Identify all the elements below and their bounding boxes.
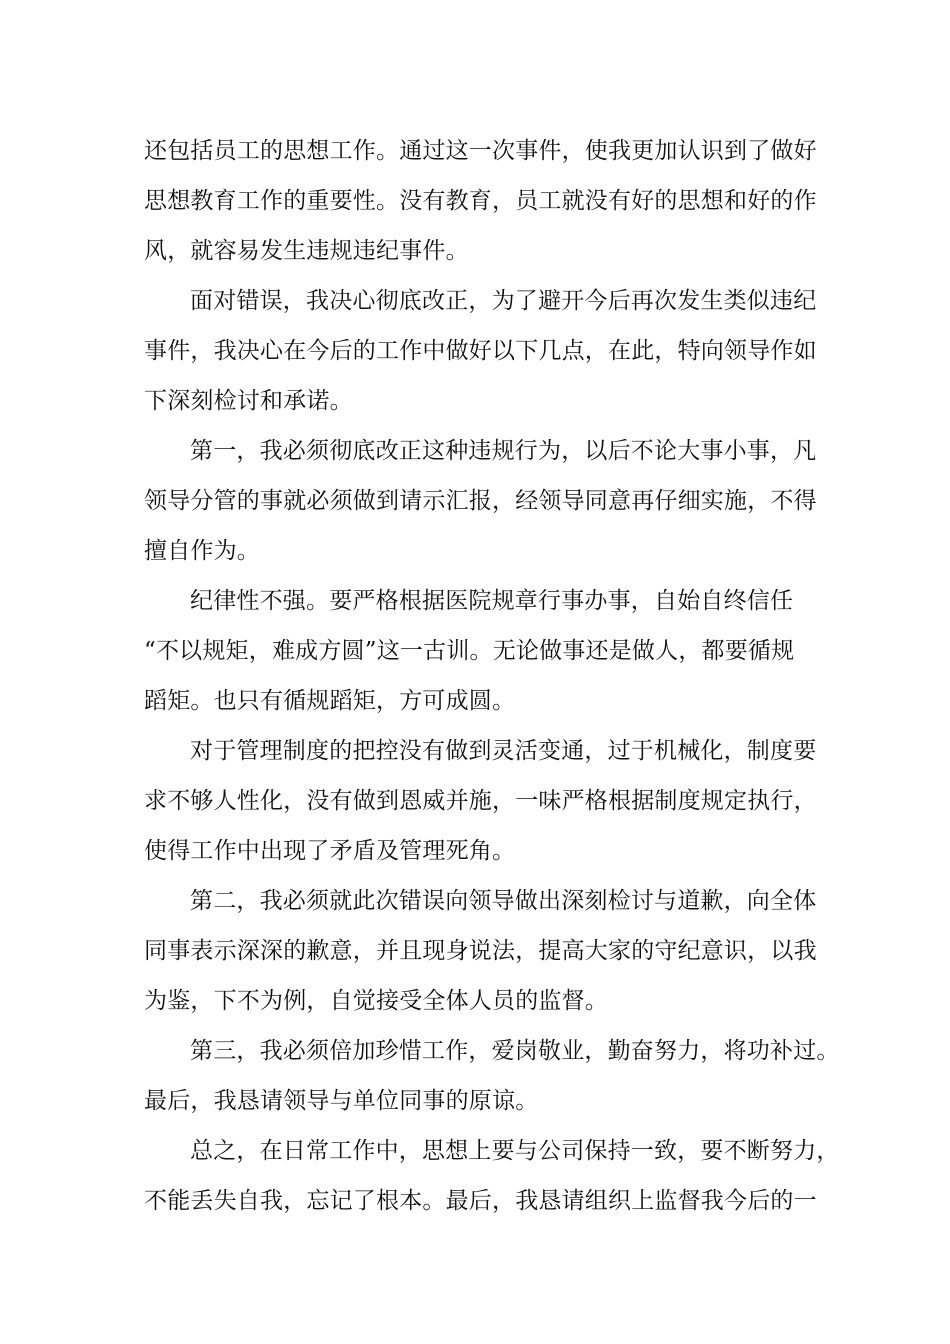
text-line: 下深刻检讨和承诺。 [144, 388, 353, 414]
paragraph-first-line: 对于管理制度的把控没有做到灵活变通，过于机械化，制度要 [190, 738, 817, 764]
text-line: 领导分管的事就必须做到请示汇报，经领导同意再仔细实施，不得 [144, 488, 817, 514]
paragraph-first-line: 第二，我必须就此次错误向领导做出深刻检讨与道歉，向全体 [190, 888, 817, 914]
text-line: 为鉴，下不为例，自觉接受全体人员的监督。 [144, 988, 608, 1014]
text-line: 最后，我恳请领导与单位同事的原谅。 [144, 1088, 539, 1114]
text-line: 不能丢失自我，忘记了根本。最后，我恳请组织上监督我今后的一 [144, 1188, 817, 1214]
paragraph-first-line: 纪律性不强。要严格根据医院规章行事办事，自始自终信任 [190, 588, 794, 614]
paragraph-first-line: 第三，我必须倍加珍惜工作，爱岗敬业，勤奋努力，将功补过。 [190, 1038, 840, 1064]
text-line: 擅自作为。 [144, 538, 260, 564]
text-line: “不以规矩，难成方圆”这一古训。无论做事还是做人，都要循规 [144, 638, 795, 664]
text-line: 求不够人性化，没有做到恩威并施，一味严格根据制度规定执行， [144, 788, 817, 814]
text-line: 蹈矩。也只有循规蹈矩，方可成圆。 [144, 688, 516, 714]
text-line: 风，就容易发生违规违纪事件。 [144, 238, 469, 264]
text-line: 思想教育工作的重要性。没有教育，员工就没有好的思想和好的作 [144, 188, 817, 214]
paragraph-first-line: 第一，我必须彻底改正这种违规行为，以后不论大事小事，凡 [190, 438, 817, 464]
paragraph-first-line: 面对错误，我决心彻底改正，为了避开今后再次发生类似违纪 [190, 288, 817, 314]
paragraph-first-line: 总之，在日常工作中，思想上要与公司保持一致，要不断努力， [190, 1138, 840, 1164]
text-line: 同事表示深深的歉意，并且现身说法，提高大家的守纪意识，以我 [144, 938, 817, 964]
text-line: 还包括员工的思想工作。通过这一次事件，使我更加认识到了做好 [144, 138, 817, 164]
text-line: 事件，我决心在今后的工作中做好以下几点，在此，特向领导作如 [144, 338, 817, 364]
text-line: 使得工作中出现了矛盾及管理死角。 [144, 838, 516, 864]
